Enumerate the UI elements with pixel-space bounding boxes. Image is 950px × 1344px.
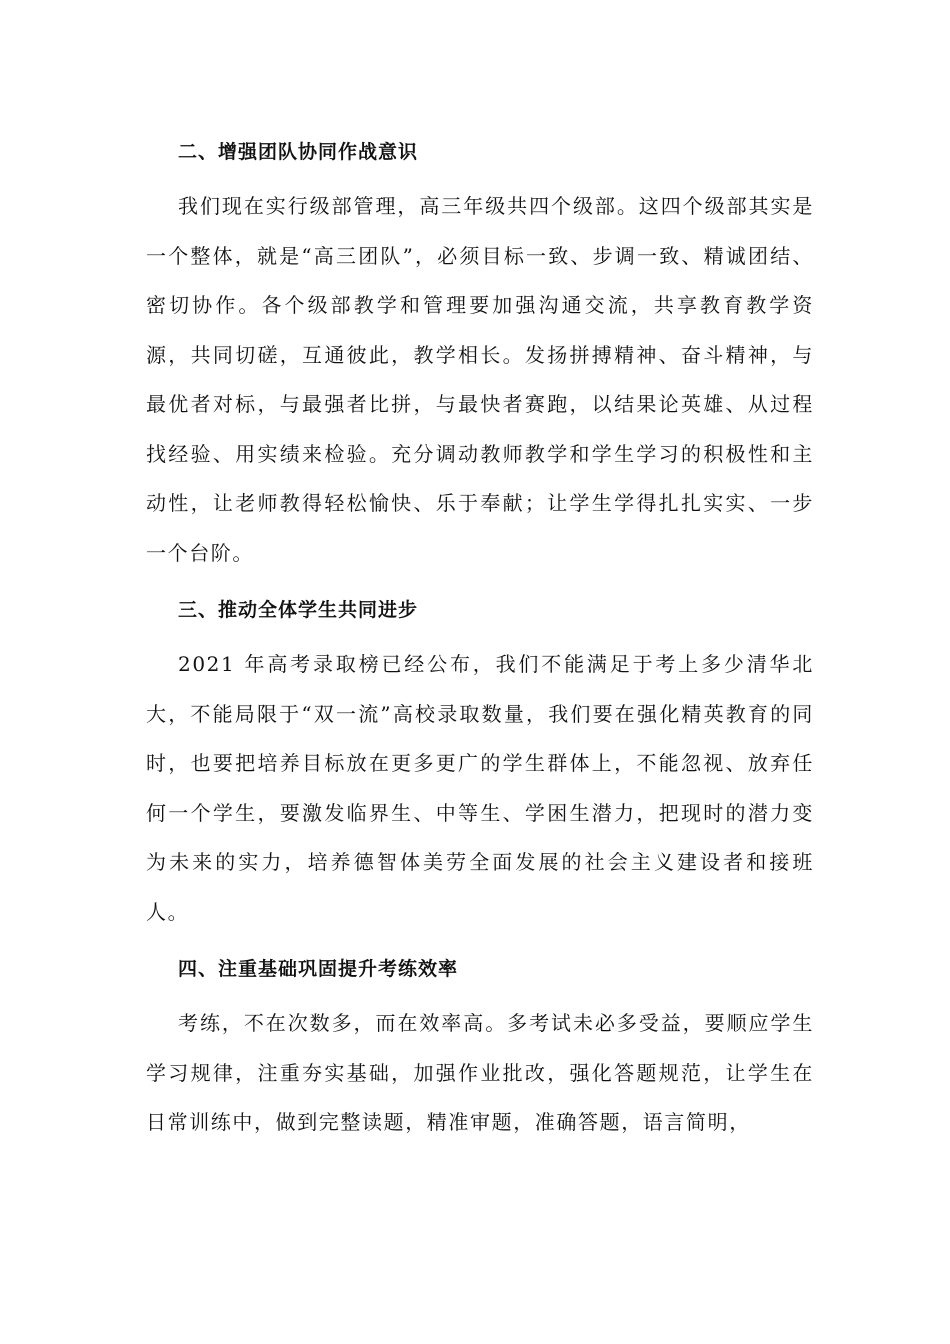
section-paragraph-3: 2021 年高考录取榜已经公布，我们不能满足于考上多少清华北大，不能局限于“双一流”高校录取数量，我们要在强化精英教育的同时，也要把培养目标放在更多更广的学生群体上，不能忽视、放弃任何一个学生，要激发临界生、中等生、学困生潜力，把现时的潜力变为未来的实力，培养德智体美劳全面发展的社会主义建设者和接班人。 <box>146 652 814 924</box>
section-paragraph-2: 我们现在实行级部管理，高三年级共四个级部。这四个级部其实是一个整体，就是“高三团队”，必须目标一致、步调一致、精诚团结、密切协作。各个级部教学和管理要加强沟通交流，共享教育教学资源，共同切磋，互通彼此，教学相长。发扬拼搏精神、奋斗精神，与最优者对标，与最强者比拼，与最快者赛跑，以结果论英雄、从过程找经验、用实绩来检验。充分调动教师教学和学生学习的积极性和主动性，让老师教得轻松愉快、乐于奉献；让学生学得扎扎实实、一步一个台阶。 <box>146 194 814 565</box>
section-heading-3: 三、推动全体学生共同进步 <box>178 599 419 621</box>
section-paragraph-4: 考练，不在次数多，而在效率高。多考试未必多受益，要顺应学生学习规律，注重夯实基础，加强作业批改，强化答题规范，让学生在日常训练中，做到完整读题，精准审题，准确答题，语言简明， <box>146 1011 814 1134</box>
document-body <box>146 134 814 1148</box>
section-heading-2: 二、增强团队协同作战意识 <box>178 141 419 163</box>
section-heading-4: 四、注重基础巩固提升考练效率 <box>178 958 459 980</box>
